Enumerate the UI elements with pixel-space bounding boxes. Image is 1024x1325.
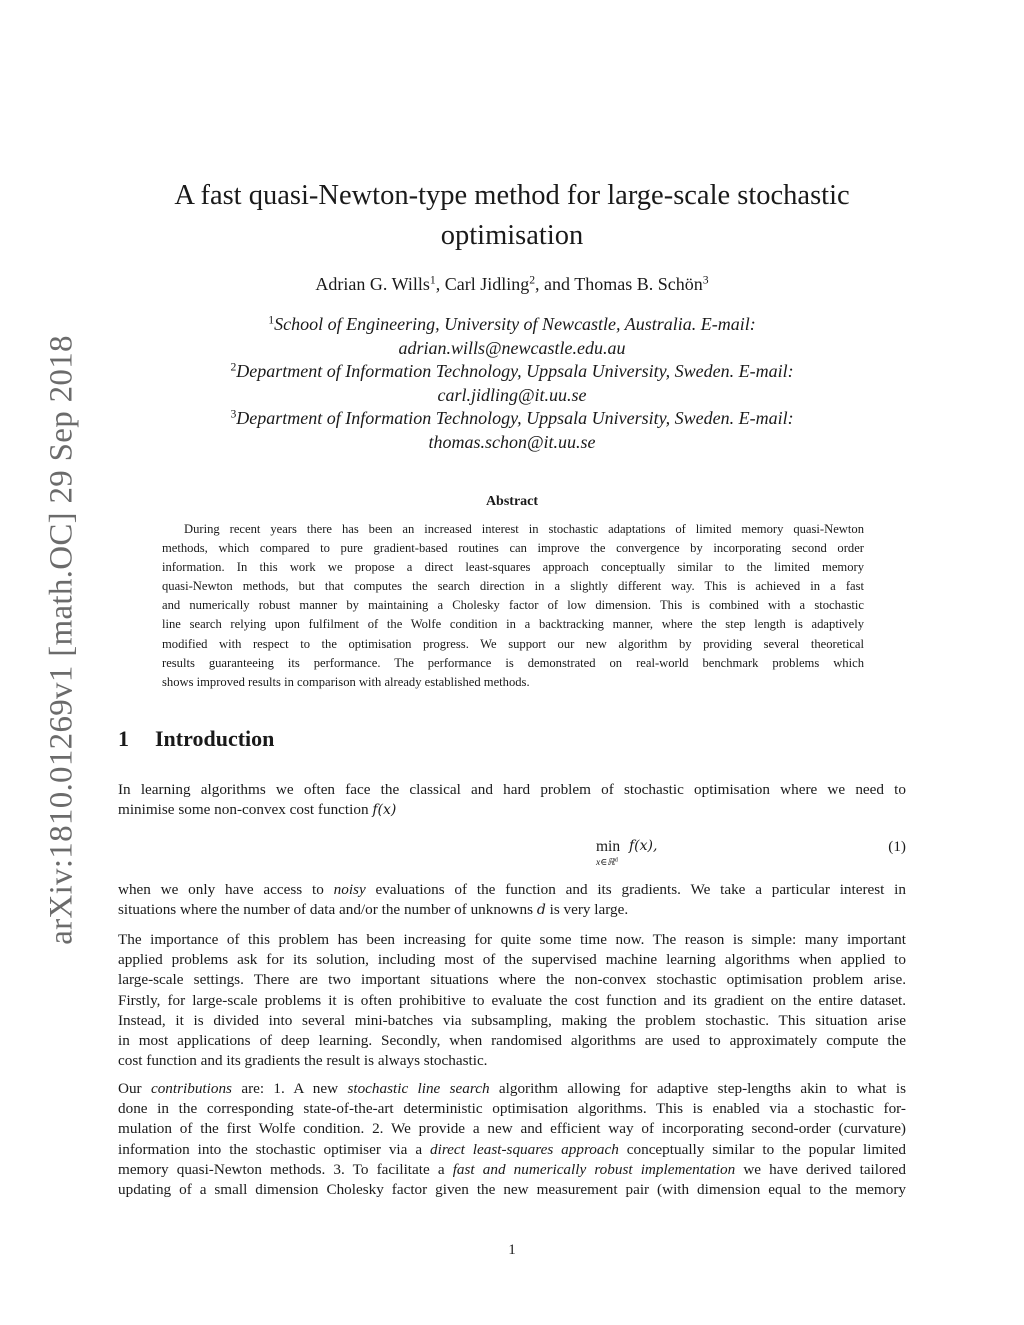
affiliation-1	[0, 313, 1024, 337]
paragraph-line	[118, 1079, 906, 1099]
paragraph-line: cost function and its gradients the result is always stochastic.	[118, 1052, 488, 1070]
affiliation-text: Department of Information Technology, Uppsala University, Sweden. E-mail:	[236, 361, 794, 381]
paragraph-line: in most applications of deep learning. Secondly, when randomised algorithms are used to approximately compute the	[118, 1032, 906, 1050]
title-line-2: optimisation	[440, 220, 584, 251]
abstract-line: and numerically robust manner by maintaining a Cholesky factor of low dimension. This is combined with a stochastic	[162, 598, 864, 613]
paper-title	[0, 176, 1024, 256]
paragraph-line	[118, 1160, 906, 1180]
intro-paragraph-3	[118, 930, 906, 1071]
paragraph-line: applied problems ask for its solution, including most of the supervised machine learning algorithms when applied to	[118, 951, 906, 969]
abstract-line: methods, which compared to pure gradient-based routines can improve the convergence by incorporating second order	[162, 541, 864, 556]
abstract-line: shows improved results in comparison with already established methods.	[162, 674, 530, 689]
intro-paragraph-1	[118, 780, 906, 820]
paragraph-text: conceptually similar to the popular limited	[618, 1140, 907, 1158]
eq-subscript-text: x∈ℝ	[596, 858, 615, 868]
affiliation-marker: 3	[702, 273, 709, 287]
title-line-1: A fast quasi-Newton-type method for large-scale stochastic	[174, 180, 850, 211]
emphasis-text: contributions	[150, 1080, 232, 1097]
emphasis-text: direct least-squares approach	[430, 1140, 619, 1158]
math-inline: d	[536, 902, 546, 919]
paragraph-line: Firstly, for large-scale problems it is often prohibitive to evaluate the cost function and its gradient on the entire dataset.	[118, 991, 906, 1009]
affiliation-text: Department of Information Technology, Uppsala University, Sweden. E-mail:	[236, 408, 794, 428]
eq-subscript-power: d	[614, 857, 618, 864]
eq-expression: f(x),	[629, 838, 658, 854]
affiliation-number: 2	[230, 360, 237, 374]
paragraph-text: we have derived tailored	[735, 1160, 906, 1178]
author-name: Adrian G. Wills	[315, 274, 430, 294]
affiliation-text: School of Engineering, University of Newcastle, Australia. E-mail:	[274, 314, 756, 334]
paragraph-text: when we only have access to	[118, 881, 334, 898]
affiliation-3	[0, 407, 1024, 431]
emphasis-text: stochastic line search	[347, 1080, 490, 1097]
affiliation-email: carl.jidling@it.uu.se	[437, 384, 587, 405]
paragraph-line: Instead, it is divided into several mini-batches via subsampling, making the problem stochastic. This situation arise	[118, 1011, 906, 1029]
paragraph-text: algorithm allowing for adaptive step-lengths akin to what is	[489, 1080, 906, 1097]
abstract-line: results guaranteeing its performance. The performance is demonstrated on real-world benchmark problems which	[162, 655, 864, 670]
affiliations	[0, 313, 1024, 454]
arxiv-identifier-stamp: arXiv:1810.01269v1 [math.OC] 29 Sep 2018	[43, 335, 80, 945]
paragraph-text: information into the stochastic optimiser via a	[118, 1140, 430, 1158]
section-title: Introduction	[155, 726, 275, 751]
paragraph-text: minimise some non-convex cost function	[118, 801, 373, 819]
author-list	[0, 272, 1024, 296]
abstract-line: information. In this work we propose a direct least-squares approach conceptually similar to the limited memory	[162, 560, 864, 575]
affiliation-marker: 1	[429, 273, 436, 287]
intro-paragraph-2	[118, 880, 906, 920]
paragraph-text: situations where the number of data and/or the number of unknowns	[118, 901, 537, 919]
section-heading	[118, 726, 274, 752]
abstract-heading: Abstract	[485, 494, 539, 509]
emphasis-text: fast and numerically robust implementation	[452, 1160, 736, 1178]
affiliation-email: thomas.schon@it.uu.se	[428, 431, 596, 452]
abstract-line: quasi-Newton methods, but that computes the search direction in a slightly different way. This is achieved in a fast	[162, 579, 864, 594]
section-number: 1	[118, 726, 129, 751]
author-name: , and Thomas B. Schön	[535, 274, 703, 294]
affiliation-number: 1	[268, 313, 275, 327]
paragraph-line: large-scale settings. There are two important situations where the non-convex stochastic optimisation problem arise.	[118, 971, 906, 989]
page-number: 1	[508, 1242, 516, 1258]
math-inline: f(x)	[372, 802, 397, 819]
paragraph-text: are: 1. A new	[231, 1080, 348, 1097]
abstract-line: modified with respect to the optimisation progress. We support our new algorithm by providing several theoretical	[162, 636, 864, 651]
author-name: , Carl Jidling	[435, 274, 530, 294]
abstract-line: During recent years there has been an increased interest in stochastic adaptations of limited memory quasi-Newton	[184, 522, 864, 536]
paragraph-text: is very large.	[545, 901, 629, 919]
affiliation-2	[0, 360, 1024, 384]
affiliation-marker: 2	[529, 273, 536, 287]
abstract-body	[162, 520, 864, 692]
paragraph-line: mulation of the first Wolfe condition. 2. We provide a new and efficient way of incorporating second-order (curvature)	[118, 1120, 906, 1138]
paragraph-text: Our	[118, 1080, 151, 1097]
paragraph-line	[118, 880, 906, 900]
paragraph-line	[118, 800, 906, 820]
affiliation-email: adrian.wills@newcastle.edu.au	[398, 337, 626, 358]
paragraph-line: In learning algorithms we often face the classical and hard problem of stochastic optimisation where we need to	[118, 781, 906, 798]
emphasis-text: noisy	[333, 881, 366, 898]
affiliation-number: 3	[230, 407, 237, 421]
equation-number: (1)	[888, 838, 906, 855]
paragraph-text: evaluations of the function and its gradients. We take a particular interest in	[365, 881, 907, 898]
paragraph-line: updating of a small dimension Cholesky factor given the new measurement pair (with dimension equal to the memory	[118, 1181, 906, 1199]
paragraph-line	[118, 900, 906, 920]
abstract-line: line search relying upon fulfilment of the Wolfe condition in a backtracking manner, where the step length is adaptively	[162, 617, 864, 632]
eq-subscript	[596, 857, 618, 868]
intro-paragraph-4	[118, 1079, 906, 1200]
paragraph-line	[118, 1140, 906, 1160]
equation-1	[118, 834, 906, 868]
paragraph-line: The importance of this problem has been increasing for quite some time now. The reason is simple: many important	[118, 931, 906, 948]
paragraph-text: memory quasi-Newton methods. 3. To facilitate a	[118, 1160, 453, 1178]
eq-operator: min	[596, 838, 621, 855]
paragraph-line: done in the corresponding state-of-the-art deterministic optimisation algorithms. This is enabled via a stochastic for-	[118, 1100, 906, 1118]
